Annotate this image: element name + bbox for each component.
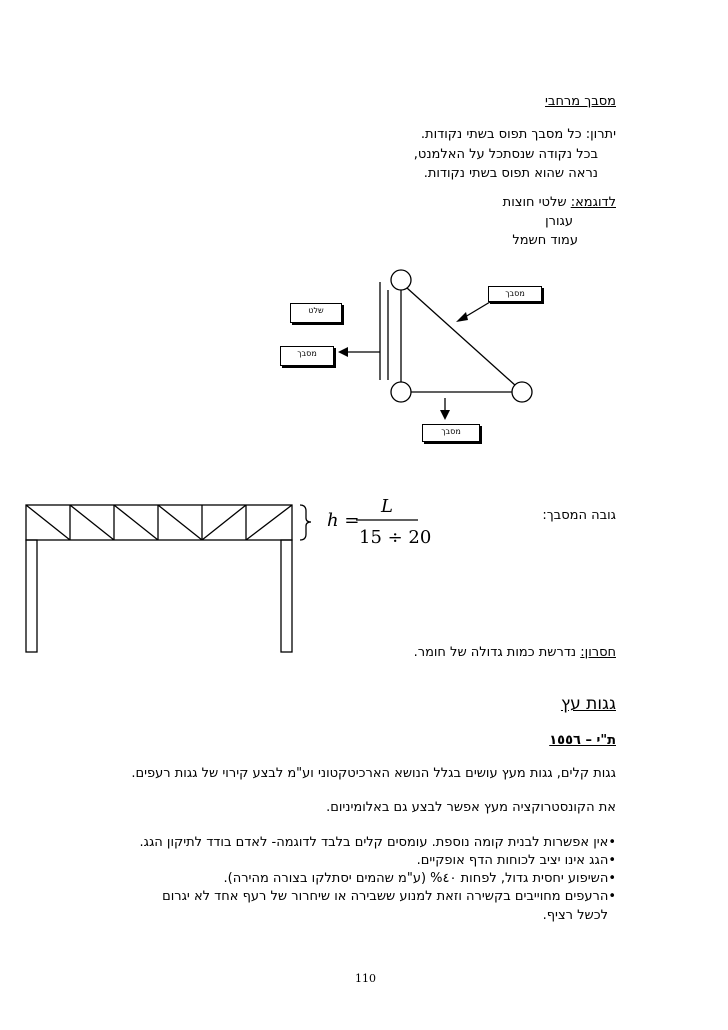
- section2-standard: ת"י – ١٥٥٦: [549, 733, 616, 748]
- page-number: 110: [355, 972, 376, 985]
- advantage-label: יתרון:: [585, 127, 616, 142]
- bullet-item-4-continuation: לכשל רציף.: [542, 908, 608, 923]
- truss-diagonal: [26, 505, 70, 540]
- example-label: לדוגמא:: [570, 195, 616, 210]
- example-item-1: שלטי חוצות: [502, 195, 567, 210]
- height-brace: [300, 505, 311, 540]
- disadvantage-text: נדרשת כמות גדולה של חומר.: [413, 645, 577, 660]
- example-item-2: עגורן: [545, 214, 573, 229]
- formula-lhs: h =: [327, 510, 360, 531]
- section-title: מסבך מרחבי: [545, 94, 616, 109]
- formula-denominator: 15 ÷ 20: [359, 527, 432, 548]
- section2-paragraph-1: גגות קלים, גגות מעץ עושים בגלל הנושא הארכיטקטוני וע"מ לבצע קירוי של גגות רעפים.: [131, 766, 616, 781]
- label-box-truss-bottom: מסבך: [422, 424, 480, 442]
- formula-numerator: L: [381, 496, 393, 517]
- label-box-sign: שלט: [290, 303, 342, 323]
- advantage-line-3: נראה שהוא תפוס בשתי נקודות.: [423, 166, 598, 181]
- bullet-item-1: •אין אפשרות לבנית קומה נוספת. עומסים קלים בלבד לדוגמה- לאדם בודד לתיקון הגג.: [139, 835, 616, 850]
- bullet-item-2: •הגג אינו יציב לכוחות הדף אופקיים.: [416, 853, 616, 868]
- column-left: [26, 540, 37, 652]
- truss-diagonal: [158, 505, 202, 540]
- truss-height-label: גובה המסבך:: [542, 508, 616, 523]
- section2-paragraph-2: את הקונסטרוקציה מעץ אפשר לבצע גם באלומיניום.: [326, 800, 616, 815]
- advantage-text-1: כל מסבך תפוס בשתי נקודות.: [420, 127, 582, 142]
- column-right: [281, 540, 292, 652]
- label-box-truss-left: מסבך: [280, 346, 334, 366]
- truss-diagonal: [246, 505, 292, 540]
- example-item-3: עמוד חשמל: [512, 233, 578, 248]
- disadvantage-label: חסרון:: [580, 645, 616, 660]
- section2-title: גגות עץ: [560, 694, 616, 714]
- bullet-item-3: •השיפוע יחסית גדול, לפחות ٤٠% (ע"מ שהמים יסתלקו בצורה מהירה).: [223, 871, 616, 886]
- bullet-item-4: •הרעפים מחוייבים בקשירה וזאת למנוע ששבירה או שיחרור של רעף אחד לא יגרום: [162, 889, 616, 904]
- label-box-truss-top: מסבך: [488, 286, 542, 302]
- truss-diagonal: [202, 505, 246, 540]
- advantage-line-2: בכל נקודה שנסתכל על האלמנט,: [413, 147, 598, 162]
- disadvantage-line: [414, 645, 616, 660]
- truss-diagonal: [70, 505, 114, 540]
- truss-diagonal: [114, 505, 158, 540]
